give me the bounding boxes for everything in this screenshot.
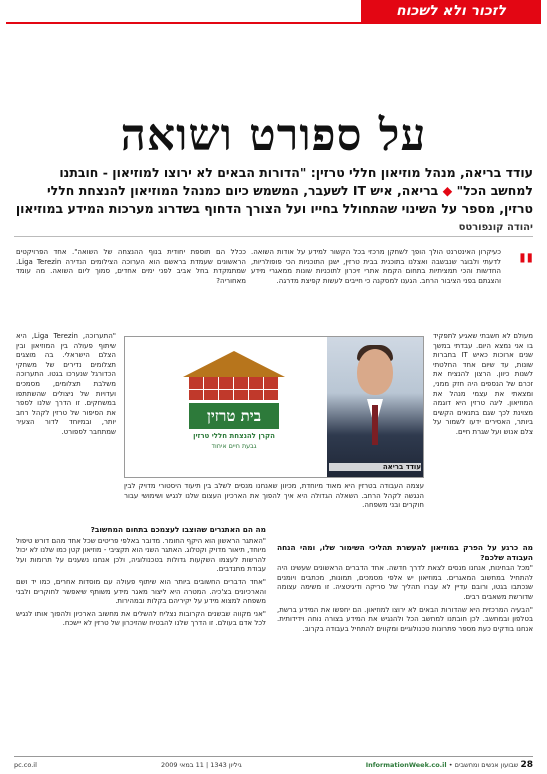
interview-question: מה הם האתגרים שהוצבו לעצמכם בתחום המחשוב? bbox=[90, 525, 266, 534]
headline: על ספורט ושואה bbox=[120, 110, 427, 161]
portrait-tie bbox=[372, 405, 378, 445]
brand-link[interactable]: InformationWeek.co.il bbox=[365, 761, 447, 769]
top-rule bbox=[6, 22, 541, 24]
logo-brick-line bbox=[189, 389, 279, 390]
photo-frame bbox=[124, 336, 424, 478]
paragraph: עצמה העבודה בטרזין היא מאוד מיוחדת, מכיוון שאנחנו מנסים לשלב בין תיעוד היסטורי מדויק לבין הנגשה לקהל הרחב. השאלה הגדולה היא איך להפוך את הארכיון העצום שלנו לנגיש ושימושי עבור חוקרים ובני משפחה. bbox=[124, 482, 424, 510]
paragraph: "אני מקווה שבשנים הקרובות נצליח להשלים את מחשוב הארכיון ולהפוך אותו לנגיש לכל אדם בעולם. זו הדרך שלנו להבטיח שהזיכרון של טרזין לא יישכח. bbox=[16, 609, 266, 628]
byline-rule bbox=[14, 236, 533, 237]
byline: יהודה קונפורטס bbox=[458, 222, 533, 233]
beit-terezin-logo bbox=[175, 351, 293, 463]
paragraph: "האתגר הראשון הוא היקף החומר. מדובר באלפי פריטים שכל אחד מהם דורש טיפול מיוחד, תיאור מדויק וקטלוג. האתגר השני הוא תקציבי - מוזיאון קטן כמו שלנו לא יכול להרשות לעצמו השקעות גדולות בטכנולוגיה, ולכן אנחנו נשענים על תרומות ועל עבודת מתנדבים. bbox=[16, 536, 266, 574]
photo-caption: עודד בריאה bbox=[329, 463, 421, 471]
lede-part1: עודד בריאה, מנהל מוזיאון חללי טרזין: "הדורות הבאים לא ירוצו למוזיאון - חובתנו למחשב הכל" bbox=[59, 165, 533, 198]
portrait-face bbox=[357, 349, 393, 395]
portrait-photo bbox=[327, 337, 423, 477]
paragraph: מעולם לא חשבתי שאגיע לתפקיד בו אני נמצא היום. עבדתי במשך שנים ארוכות כאיש IT בחברות שונות, עד שיום אחד החלטתי לשנות כיוון. הרצון להנציח את זכרם של הנספים היה חזק ממני, ומצאתי את עצמי מנהל את המוזיאון. ליגה טרזין היא דוגמה מצוינת לכך שגם בתנאים הקשים ביותר, האסירים ידעו לשמור על צלם אנוש ועל שגרת חיים. bbox=[433, 332, 533, 436]
logo-subtitle: הקרן להנצחת חללי טרזין bbox=[193, 432, 275, 440]
paragraph: כעיקרון האינטרנט הולך הופך לשחקן מרכזי בכל הקשור למידע על אודות השואה. לדעתי ולבוגר שנבשבה ואצלנו בתוכנית בבית טרזין, ישנן התוכניות הכי פופולריות, החדשות והכי תמציתיות בתחום הקמת אתרי זיכרון לתוכניות שונות ממאגרי מידע והצגתם בפני הציבור הרחב. הגענו למסקנה כי חייבים לעשות קפיצת מדרגה. bbox=[251, 248, 501, 285]
lede bbox=[14, 164, 533, 218]
column-left-top bbox=[16, 248, 246, 330]
page-number: 28 bbox=[520, 760, 533, 770]
column-right-mid bbox=[433, 332, 533, 537]
footer-group-right: 28 שבועון אנשים ומחשבים • InformationWeek.co.il bbox=[365, 760, 533, 770]
section-tag: לזכור ולא לשכוח bbox=[361, 0, 541, 22]
lede-part2: בריאה, איש IT לשעבר, המשמש כיום כמנהל המוזיאון להנצחת חללי טרזין, מספר על השינוי שהתחולל בחייו ועל הצורך הדחוף בשדרוג מערכות המידע במוזיאון bbox=[15, 183, 533, 216]
site-link[interactable]: pc.co.il bbox=[14, 761, 37, 769]
column-center-below bbox=[124, 482, 424, 522]
quote-mark-icon: " bbox=[517, 247, 535, 287]
footer-rule bbox=[14, 756, 533, 757]
diamond-icon: ◆ bbox=[442, 183, 453, 198]
paragraph: "מכל הבחינות, אנחנו מנסים לצאת לדרך חדשה. אחד הדברים הראשונים שעשינו היה להתחיל במחשוב המאגרים. במוזיאון יש אלפי מסמכים, תמונות, מכתבים ויומנים שנכתבו בגטו, ורובם עדיין לא עברו תהליך של סריקה ודיגיטציה. זו משימה עצומה שדורשת משאבים רבים. bbox=[277, 564, 533, 601]
publication-name: שבועון אנשים ומחשבים bbox=[454, 761, 519, 769]
column-left-bottom bbox=[16, 522, 266, 750]
column-left-mid bbox=[16, 332, 116, 537]
column-right-bottom bbox=[277, 540, 533, 750]
paragraph: ככלל הם תוספת יחודית בנוף ההנצחה של השואה". אחד הפרויקטים הראשונים שעמדת בראשם הוא הערוכה הצילומים הנדירה Liga Terezin. שמתמקדת בחל אביב לפני ימים אחדים, סמוך ליום השואה. מה עומד מאחוריה? bbox=[16, 248, 246, 285]
paragraph: "התערוכה, Liga Terezin, היא שיתוף פעולה בין המוזיאון ובין הצלם הישראלי. בה מוצגים תצלומים נדירים של משחקי הכדורגל שנערכו בגטו. התערוכה משלבת תצלומים, מסמכים ועדויות של ניצולים שהשתתפו במשחקים. זו הדרך שלנו לספר את הסיפור של טרזין לקהל רחב יותר, ובמיוחד לדור הצעיר שמתחבר לספורט. bbox=[16, 332, 116, 436]
page-footer bbox=[14, 759, 533, 771]
interview-question: מה כרגע על הפרק במוזיאון להעשרת תהליכי השימור שלו, ומהי הנחה העבודה שלכם? bbox=[277, 543, 533, 562]
column-right-top bbox=[251, 248, 501, 330]
paragraph: "אחד הדברים החשובים ביותר הוא שיתוף פעולה עם מוסדות אחרים, כמו יד ושם והארכיונים בצ'כיה. המטרה היא ליצור מאגר מידע משותף שיאפשר לחוקרים ולבני משפחה למצוא מידע על יקיריהם בקלות ובמהירות. bbox=[16, 577, 266, 606]
logo-name: בית טרזין bbox=[189, 403, 279, 429]
paragraph: "הבעיה המרכזית היא שהדורות הבאים לא ירוצו למוזיאון. הם יחפשו את המידע ברשת, בטלפון ובמחשב. לכן חובתנו למחשב הכל ולהנגיש את המידע בצורה נוחה וידידותית. אנחנו בודקים כעת מספר פתרונות טכנולוגיים ומקווים להתחיל בעבודה בקרוב. bbox=[277, 605, 533, 633]
logo-roof bbox=[183, 351, 285, 377]
logo-location: גבעת חיים איחוד bbox=[211, 442, 257, 450]
issue-info: גיליון 1343 | 11 במאי 2009 bbox=[160, 761, 242, 769]
